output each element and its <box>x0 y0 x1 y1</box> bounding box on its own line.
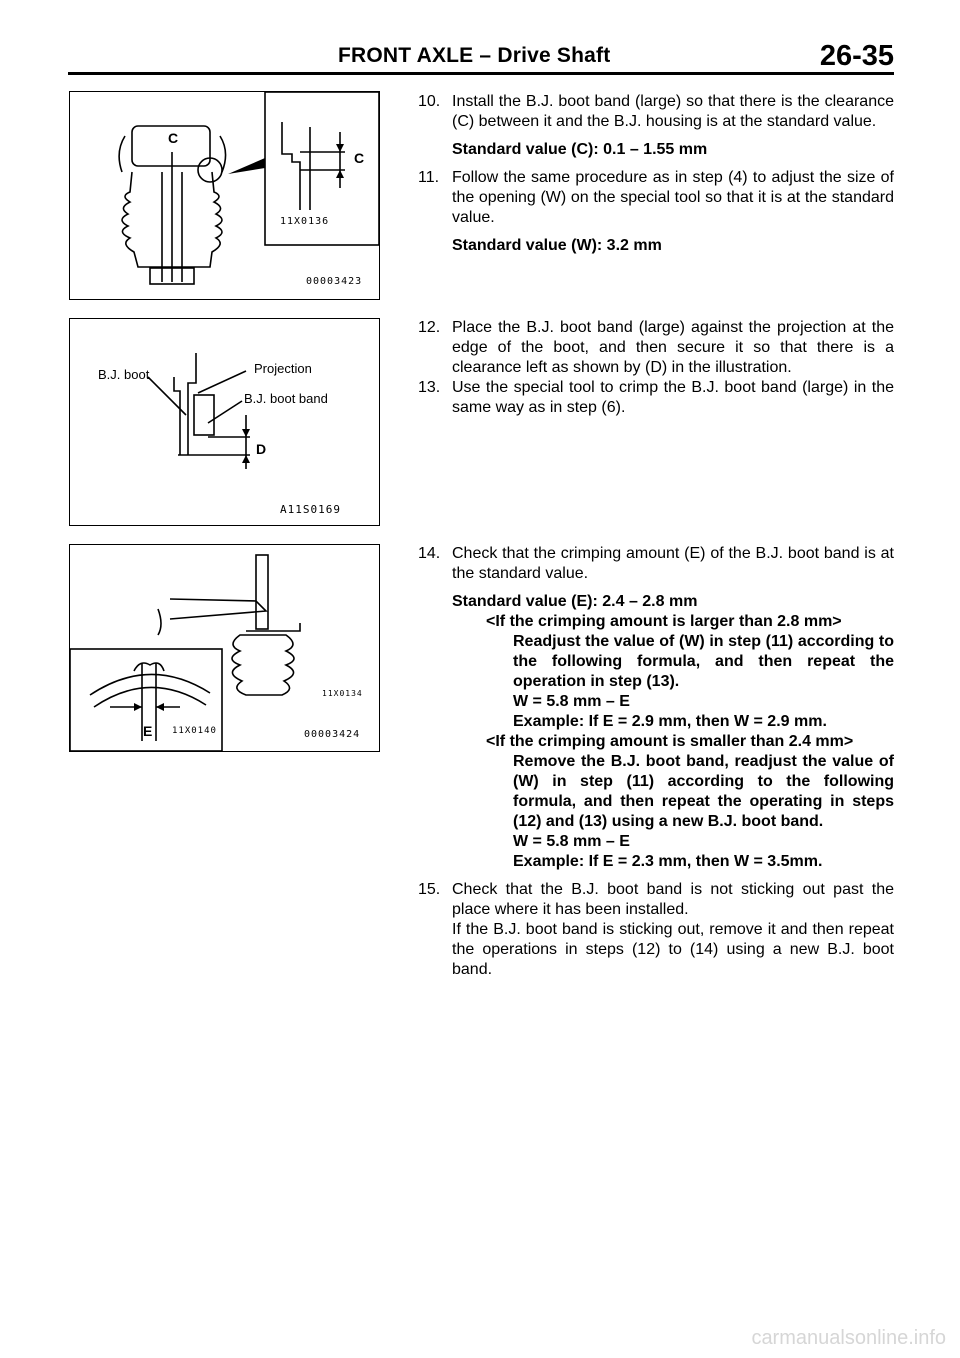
step-number: 10. <box>418 93 441 110</box>
page-header <box>68 40 894 72</box>
step-15-followup: If the B.J. boot band is sticking out, remove it and then repeat the operations in steps (12) to (14) using a new B.J. boot band. <box>452 921 894 978</box>
figure-code-main: 00003424 <box>304 729 361 740</box>
steps-block-3 <box>418 544 894 980</box>
figure-band-projection <box>69 318 380 526</box>
steps-block-2 <box>418 318 894 418</box>
label-bj-boot-band: B.J. boot band <box>244 391 328 406</box>
label-c-inset: C <box>354 150 365 166</box>
label-c-main: C <box>168 130 179 146</box>
page-number: 26-35 <box>819 40 894 72</box>
condition-larger-example: Example: If E = 2.9 mm, then W = 2.9 mm. <box>513 713 827 730</box>
step-12 <box>418 318 894 378</box>
step-11 <box>418 168 894 228</box>
step-text: Check that the B.J. boot band is not sticking out past the place where it has been installed. <box>452 881 894 918</box>
step-number: 15. <box>418 881 441 898</box>
figure-crimping-amount <box>69 544 380 752</box>
step-number: 14. <box>418 545 441 562</box>
step-text: Place the B.J. boot band (large) against the projection at the edge of the boot, and then secure it so that there is a clearance left as shown by (D) in the illustration. <box>452 319 894 376</box>
figure-code-main: 00003423 <box>306 276 363 287</box>
step-number: 13. <box>418 379 441 396</box>
section-title: FRONT AXLE – Drive Shaft <box>338 44 611 67</box>
figure-boot-band-clearance <box>69 91 380 300</box>
condition-smaller-example: Example: If E = 2.3 mm, then W = 3.5mm. <box>513 853 823 870</box>
crimping-drawing <box>70 545 379 751</box>
watermark: carmanualsonline.info <box>751 1327 946 1349</box>
condition-smaller: <If the crimping amount is smaller than 2.4 mm> <box>486 733 854 750</box>
step-text: Use the special tool to crimp the B.J. boot band (large) in the same way as in step (6). <box>452 379 894 416</box>
boot-assembly-drawing <box>70 92 379 299</box>
step-text: Check that the crimping amount (E) of the B.J. boot band is at the standard value. <box>452 545 894 582</box>
label-projection: Projection <box>254 361 312 376</box>
label-bj-boot: B.J. boot <box>98 367 150 382</box>
step-14 <box>418 544 894 584</box>
label-e: E <box>143 723 153 739</box>
condition-larger-formula: W = 5.8 mm – E <box>513 693 630 710</box>
step-text: Follow the same procedure as in step (4) to adjust the size of the opening (W) on the special tool so that it is at the standard value. <box>452 169 894 226</box>
condition-smaller-text: Remove the B.J. boot band, readjust the value of (W) in step (11) according to the following formula, and then repeat the operating in steps (12) and (13) using a new B.J. boot band. <box>513 753 894 830</box>
step-number: 11. <box>418 169 440 186</box>
step-number: 12. <box>418 319 441 336</box>
figure-code: A11S0169 <box>280 503 341 516</box>
condition-larger: <If the crimping amount is larger than 2.8 mm> <box>486 613 842 630</box>
band-projection-drawing <box>70 319 379 525</box>
steps-block-1 <box>418 92 894 256</box>
step-13 <box>418 378 894 418</box>
figure-code-inset: 11X0140 <box>172 726 217 736</box>
condition-smaller-formula: W = 5.8 mm – E <box>513 833 630 850</box>
figure-code-inset: 11X0136 <box>280 216 330 227</box>
label-d: D <box>256 441 267 457</box>
standard-value-e: Standard value (E): 2.4 – 2.8 mm <box>452 593 698 610</box>
condition-larger-text: Readjust the value of (W) in step (11) according to the following formula, and then repeat the operation in step (13). <box>513 633 894 690</box>
standard-value-w: Standard value (W): 3.2 mm <box>452 237 662 254</box>
step-15 <box>418 880 894 920</box>
step-text: Install the B.J. boot band (large) so that there is the clearance (C) between it and the B.J. housing is at the standard value. <box>452 93 894 130</box>
header-rule <box>68 72 894 75</box>
figure-code-small: 11X0134 <box>322 689 363 698</box>
standard-value-c: Standard value (C): 0.1 – 1.55 mm <box>452 141 708 158</box>
step-10 <box>418 92 894 132</box>
